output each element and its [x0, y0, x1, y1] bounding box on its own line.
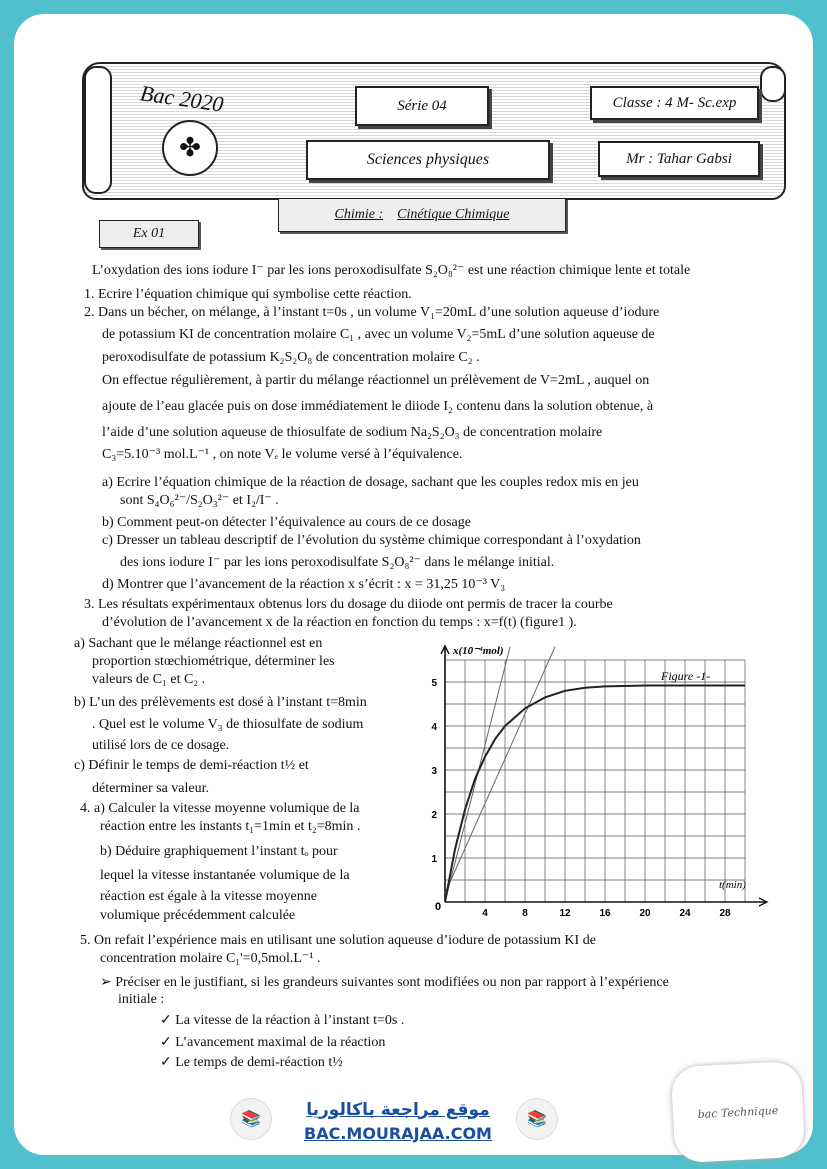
question-3-line-1: 3. Les résultats expérimentaux obtenus lors du dosage du diiode ont permis de tracer la courbe	[84, 597, 613, 612]
chimie-label: Chimie :	[334, 207, 384, 222]
question-3a-line-3: valeurs de C₁ et C₂ .	[92, 672, 206, 687]
question-2-line-5: ajoute de l’eau glacée puis on dose immédiatement le diiode I₂ contenu dans la solution obtenue, à	[102, 399, 654, 414]
subject-box: Sciences physiques	[306, 140, 550, 180]
x-tick-label: 8	[522, 908, 528, 919]
classe-box: Classe : 4 M- Sc.exp	[590, 86, 759, 120]
intro-text: L’oxydation des ions iodure I⁻ par les ions peroxodisulfate S₂O₈²⁻ est une réaction chimique lente et totale	[92, 263, 691, 278]
question-4b-line-3: réaction est égale à la vitesse moyenne	[100, 889, 317, 904]
question-3b-line-1: b) L’un des prélèvements est dosé à l’instant t=8min	[74, 695, 367, 710]
y-tick-label: 5	[431, 678, 437, 689]
y-tick-label: 4	[431, 722, 437, 733]
question-2b: b) Comment peut-on détecter l’équivalence au cours de ce dosage	[102, 515, 471, 530]
question-2-line-1: 2. Dans un bécher, on mélange, à l’instant t=0s , un volume V₁=20mL d’une solution aqueuse d’iodure	[84, 305, 660, 320]
question-3c-line-2: déterminer sa valeur.	[92, 781, 210, 796]
question-5-line-4: initiale :	[118, 992, 165, 1007]
question-3c-line-1: c) Définir le temps de demi-réaction t½ et	[74, 758, 309, 773]
y-tick-label: 3	[431, 766, 437, 777]
question-3b-line-3: utilisé lors de ce dosage.	[92, 738, 230, 753]
figure-1-chart	[425, 640, 775, 920]
question-5-line-3: ➢ Préciser en le justifiant, si les grandeurs suivantes sont modifiées ou non par rapport à l’expérience	[100, 975, 669, 990]
question-4a-line-2: réaction entre les instants t₁=1min et t₂=8min .	[100, 819, 361, 834]
right-logo-icon: 📚	[516, 1098, 558, 1140]
site-url-link[interactable]: BAC.MOURAJAA.COM	[304, 1123, 492, 1143]
question-2a-line-2: sont S₄O₆²⁻/S₂O₃²⁻ et I₂/I⁻ .	[120, 493, 279, 508]
question-2-line-6: l’aide d’une solution aqueuse de thiosulfate de sodium Na₂S₂O₃ de concentration molaire	[102, 425, 603, 440]
x-tick-label: 28	[719, 908, 731, 919]
scroll-roll-left	[84, 66, 112, 194]
exercise-tag: Ex 01	[99, 220, 199, 248]
chart-title: Figure -1-	[661, 669, 711, 683]
question-3a-line-1: a) Sachant que le mélange réactionnel est en	[74, 636, 323, 651]
x-tick-label: 4	[482, 908, 488, 919]
question-3a-line-2: proportion stœchiométrique, déterminer les	[92, 654, 335, 669]
question-2c-line-1: c) Dresser un tableau descriptif de l’évolution du système chimique correspondant à l’oxydation	[102, 533, 641, 548]
question-2c-line-2: des ions iodure I⁻ par les ions peroxodisulfate S₂O₈²⁻ dans le mélange initial.	[120, 555, 555, 570]
x-tick-label: 12	[559, 908, 571, 919]
x-tick-label: 20	[639, 908, 651, 919]
chart-tangents	[445, 647, 555, 902]
bac-technique-badge: bac Technique	[671, 1061, 806, 1164]
series-line-x-f-t	[445, 686, 745, 903]
chart-ticks	[431, 678, 731, 919]
teacher-box: Mr : Tahar Gabsi	[598, 141, 760, 177]
x-tick-label: 24	[679, 908, 691, 919]
scroll-roll-right	[760, 66, 786, 102]
site-banner[interactable]	[282, 1090, 514, 1152]
question-2a-line-1: a) Ecrire l’équation chimique de la réaction de dosage, sachant que les couples redox mis en jeu	[102, 475, 639, 490]
question-3b-line-2: . Quel est le volume V₃ de thiosulfate de sodium	[92, 717, 364, 732]
question-4b-line-2: lequel la vitesse instantanée volumique de la	[100, 868, 350, 883]
y-tick-label: 1	[431, 854, 437, 865]
question-3-line-2: d’évolution de l’avancement x de la réaction en fonction du temps : x=f(t) (figure1 ).	[102, 615, 577, 630]
topic-label: Cinétique Chimique	[397, 207, 510, 222]
school-logo-icon: ✤	[162, 120, 218, 176]
question-2-line-2: de potassium KI de concentration molaire C₁ , avec un volume V₂=5mL d’une solution aqueuse de	[102, 327, 655, 342]
x-axis-label: t(min)	[719, 879, 746, 891]
origin-label: 0	[435, 901, 442, 913]
x-tick-label: 16	[599, 908, 611, 919]
question-5-line-1: 5. On refait l’expérience mais en utilisant une solution aqueuse d’iodure de potassium KI de	[80, 933, 596, 948]
question-2-line-3: peroxodisulfate de potassium K₂S₂O₈ de concentration molaire C₂ .	[102, 350, 480, 365]
question-2d: d) Montrer que l’avancement de la réaction x s’écrit : x = 31,25 10⁻³ V₃	[102, 577, 506, 592]
topic-tag	[278, 198, 566, 232]
question-5-line-2: concentration molaire C₁'=0,5mol.L⁻¹ .	[100, 951, 321, 966]
chart-grid	[445, 660, 745, 902]
question-4b-line-4: volumique précédemment calculée	[100, 908, 296, 923]
check-item-3: ✓ Le temps de demi-réaction t½	[160, 1055, 343, 1070]
question-1: 1. Ecrire l’équation chimique qui symbolise cette réaction.	[84, 287, 412, 302]
question-2-line-4: On effectue régulièrement, à partir du mélange réactionnel un prélèvement de V=2mL , auquel on	[102, 373, 650, 388]
serie-box: Série 04	[355, 86, 489, 126]
left-logo-icon: 📚	[230, 1098, 272, 1140]
question-4a-line-1: 4. a) Calculer la vitesse moyenne volumique de la	[80, 801, 360, 816]
bac-year: Bac 2020	[138, 80, 226, 117]
question-4b-line-1: b) Déduire graphiquement l’instant tₒ pour	[100, 844, 338, 859]
check-item-2: ✓ L’avancement maximal de la réaction	[160, 1035, 386, 1050]
question-2-line-7: C₃=5.10⁻³ mol.L⁻¹ , on note Vₑ le volume versé à l’équivalence.	[102, 447, 463, 462]
y-tick-label: 2	[431, 810, 437, 821]
y-axis-label: x(10⁻⁴mol)	[453, 645, 504, 657]
site-arabic-link[interactable]: موقع مراجعة باكالوريا	[306, 1099, 490, 1120]
check-item-1: ✓ La vitesse de la réaction à l’instant t=0s .	[160, 1013, 405, 1028]
